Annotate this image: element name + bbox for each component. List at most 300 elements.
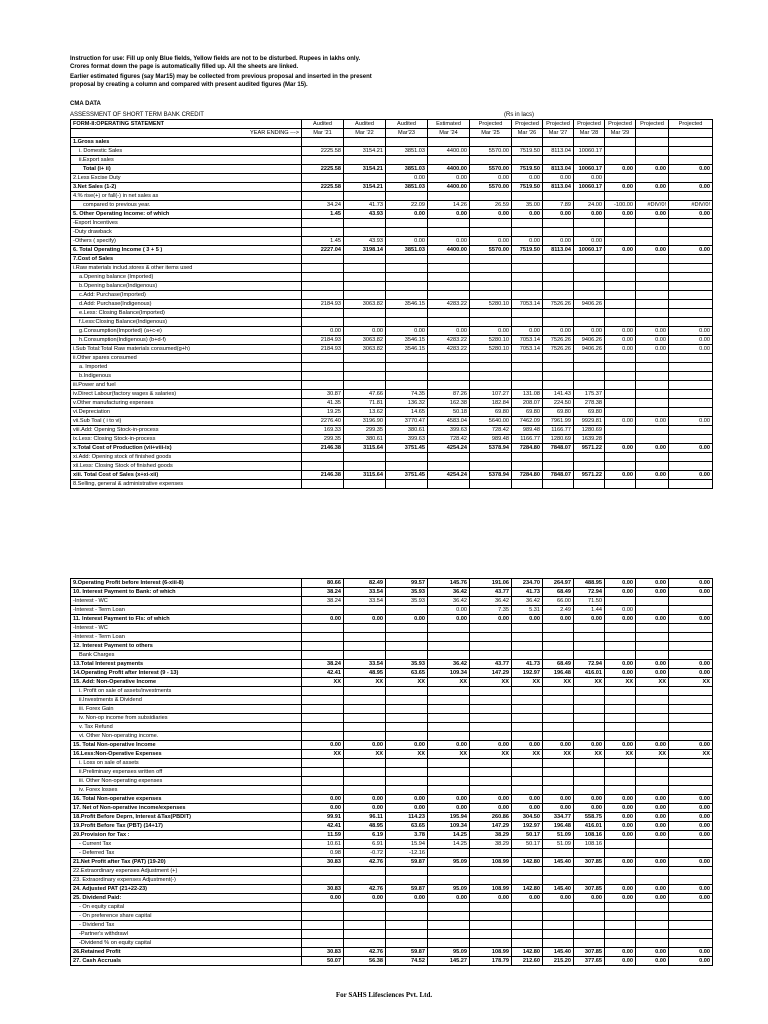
row-label: - Deferred Tax (71, 849, 302, 858)
value-cell (636, 435, 669, 444)
value-cell (543, 849, 574, 858)
row-label: ii.Investments & Dividend (71, 696, 302, 705)
value-cell (428, 867, 470, 876)
value-cell: 0.00 (512, 237, 543, 246)
table-row (71, 471, 713, 480)
value-cell (636, 903, 669, 912)
value-cell (636, 273, 669, 282)
value-cell: 3851.03 (386, 165, 428, 174)
value-cell (470, 462, 512, 471)
table-row (71, 705, 713, 714)
table-row (71, 318, 713, 327)
value-cell: 11.59 (302, 831, 344, 840)
value-cell (512, 723, 543, 732)
table-row (71, 930, 713, 939)
instruction-line: proposal by creating a column and compared with present audited figures (Mar 15). (70, 82, 308, 88)
value-cell: 334.77 (543, 813, 574, 822)
value-cell (605, 840, 636, 849)
value-cell (636, 714, 669, 723)
value-cell: 0.00 (470, 795, 512, 804)
value-cell: 0.00 (605, 795, 636, 804)
value-cell (512, 363, 543, 372)
value-cell: 59.87 (386, 948, 428, 957)
row-label: ii.Preliminary expenses written off (71, 768, 302, 777)
value-cell: 142.80 (512, 885, 543, 894)
value-cell: 10060.17 (574, 165, 605, 174)
value-cell (669, 705, 713, 714)
value-cell: 95.09 (428, 885, 470, 894)
value-cell: 9571.22 (574, 444, 605, 453)
cma-title: CMA DATA (70, 101, 101, 107)
value-cell: 74.35 (386, 390, 428, 399)
value-cell: 0.00 (470, 327, 512, 336)
value-cell: 145.40 (543, 948, 574, 957)
value-cell: XX (512, 750, 543, 759)
value-cell: 3546.15 (386, 336, 428, 345)
value-cell (574, 633, 605, 642)
value-cell (636, 462, 669, 471)
value-cell: 35.93 (386, 597, 428, 606)
value-cell: 107.27 (470, 390, 512, 399)
value-cell (428, 921, 470, 930)
value-cell: 3851.03 (386, 147, 428, 156)
value-cell: 0.00 (636, 831, 669, 840)
value-cell (344, 732, 386, 741)
value-cell: 0.00 (605, 246, 636, 255)
table-row (71, 399, 713, 408)
value-cell: 68.49 (543, 588, 574, 597)
value-cell: 7519.50 (512, 165, 543, 174)
row-label: b.Opening balance(Indigenous) (71, 282, 302, 291)
value-cell (543, 372, 574, 381)
value-cell: 41.73 (512, 660, 543, 669)
value-cell: 1166.77 (512, 435, 543, 444)
value-cell (605, 381, 636, 390)
value-cell (574, 255, 605, 264)
value-cell (344, 642, 386, 651)
value-cell: 264.97 (543, 579, 574, 588)
row-label: iii.Power and fuel (71, 381, 302, 390)
value-cell (543, 732, 574, 741)
value-cell: 0.00 (636, 813, 669, 822)
value-cell (636, 372, 669, 381)
column-type-header: Projected (605, 120, 636, 129)
value-cell (428, 138, 470, 147)
value-cell (605, 642, 636, 651)
value-cell (543, 642, 574, 651)
value-cell: 9406.26 (574, 336, 605, 345)
value-cell (543, 219, 574, 228)
table-row (71, 210, 713, 219)
value-cell (386, 624, 428, 633)
value-cell: 0.00 (574, 894, 605, 903)
value-cell: 1166.77 (543, 426, 574, 435)
value-cell (605, 849, 636, 858)
value-cell (302, 723, 344, 732)
column-period-header: Mar '27 (543, 129, 574, 138)
table-row (71, 804, 713, 813)
value-cell (574, 786, 605, 795)
value-cell (512, 381, 543, 390)
value-cell: 108.16 (574, 840, 605, 849)
value-cell: 0.00 (636, 741, 669, 750)
table-row (71, 957, 713, 966)
value-cell (636, 138, 669, 147)
value-cell (605, 255, 636, 264)
column-period-header: Mar '24 (428, 129, 470, 138)
table-row (71, 939, 713, 948)
value-cell (543, 696, 574, 705)
value-cell (470, 291, 512, 300)
value-cell: -12.16 (386, 849, 428, 858)
value-cell (470, 696, 512, 705)
value-cell (428, 642, 470, 651)
column-type-header: Estimated (428, 120, 470, 129)
value-cell: 3063.82 (344, 345, 386, 354)
value-cell: 0.00 (470, 741, 512, 750)
value-cell (470, 480, 512, 489)
value-cell (470, 786, 512, 795)
value-cell (302, 219, 344, 228)
value-cell: 380.61 (386, 426, 428, 435)
value-cell (428, 255, 470, 264)
row-label: 7.Cost of Sales (71, 255, 302, 264)
value-cell: 0.00 (605, 813, 636, 822)
value-cell (543, 912, 574, 921)
value-cell (636, 642, 669, 651)
value-cell: XX (605, 750, 636, 759)
value-cell (386, 282, 428, 291)
value-cell (574, 228, 605, 237)
value-cell (574, 372, 605, 381)
value-cell (470, 732, 512, 741)
value-cell: 0.00 (636, 165, 669, 174)
value-cell: 41.73 (512, 588, 543, 597)
value-cell: 0.00 (605, 336, 636, 345)
value-cell: 9929.81 (574, 417, 605, 426)
value-cell: 0.00 (512, 795, 543, 804)
value-cell: 0.00 (636, 660, 669, 669)
value-cell (344, 255, 386, 264)
value-cell: 2146.38 (302, 471, 344, 480)
value-cell (470, 939, 512, 948)
value-cell (636, 759, 669, 768)
value-cell (605, 435, 636, 444)
value-cell (386, 651, 428, 660)
value-cell: 5280.10 (470, 300, 512, 309)
value-cell (543, 687, 574, 696)
value-cell (428, 309, 470, 318)
value-cell: 131.08 (512, 390, 543, 399)
value-cell (636, 696, 669, 705)
value-cell: 0.00 (302, 894, 344, 903)
value-cell: 3546.15 (386, 300, 428, 309)
value-cell: 9406.26 (574, 300, 605, 309)
row-label: 23. Extraordinary expenses Adjustment(-) (71, 876, 302, 885)
value-cell: 0.00 (636, 345, 669, 354)
value-cell (512, 705, 543, 714)
value-cell (669, 255, 713, 264)
row-label: d.Add: Purchase(Indigenous) (71, 300, 302, 309)
value-cell (302, 606, 344, 615)
table-row (71, 147, 713, 156)
value-cell (428, 273, 470, 282)
value-cell: 192.97 (512, 822, 543, 831)
value-cell: 0.00 (605, 210, 636, 219)
value-cell (636, 867, 669, 876)
value-cell (669, 480, 713, 489)
value-cell: 1280.69 (574, 426, 605, 435)
value-cell: 0.00 (636, 579, 669, 588)
value-cell: 224.50 (543, 399, 574, 408)
value-cell (302, 768, 344, 777)
value-cell: 1639.28 (574, 435, 605, 444)
value-cell (512, 732, 543, 741)
value-cell: 0.00 (428, 174, 470, 183)
value-cell: 0.00 (428, 804, 470, 813)
value-cell (636, 921, 669, 930)
value-cell (543, 876, 574, 885)
value-cell (669, 903, 713, 912)
value-cell (636, 732, 669, 741)
value-cell: 0.00 (669, 336, 713, 345)
value-cell: 42.41 (302, 669, 344, 678)
value-cell: 108.99 (470, 948, 512, 957)
value-cell (669, 777, 713, 786)
value-cell (605, 651, 636, 660)
value-cell (344, 354, 386, 363)
value-cell (470, 372, 512, 381)
column-type-header: Projected (512, 120, 543, 129)
value-cell (636, 390, 669, 399)
row-label: 16.Less:Non-Operative Expenses (71, 750, 302, 759)
value-cell (543, 930, 574, 939)
value-cell (302, 156, 344, 165)
value-cell: 4254.24 (428, 444, 470, 453)
value-cell (386, 255, 428, 264)
table-row (71, 336, 713, 345)
row-label: -Interest - Term Loan (71, 606, 302, 615)
value-cell: 43.77 (470, 588, 512, 597)
value-cell (470, 363, 512, 372)
row-label: i.Raw materials includ.stores & other items used (71, 264, 302, 273)
value-cell (428, 462, 470, 471)
value-cell (636, 840, 669, 849)
value-cell (574, 723, 605, 732)
value-cell (344, 777, 386, 786)
value-cell (512, 921, 543, 930)
row-label: 25. Dividend Paid: (71, 894, 302, 903)
row-label: iv. Forex losses (71, 786, 302, 795)
value-cell: 2184.93 (302, 336, 344, 345)
table-row (71, 894, 713, 903)
value-cell (302, 867, 344, 876)
profit-statement-table (70, 578, 713, 966)
value-cell (344, 624, 386, 633)
value-cell (470, 930, 512, 939)
value-cell (386, 363, 428, 372)
value-cell: 5378.94 (470, 471, 512, 480)
column-type-header: Projected (636, 120, 669, 129)
value-cell: XX (636, 750, 669, 759)
table-row (71, 237, 713, 246)
value-cell: 42.76 (344, 885, 386, 894)
value-cell (669, 840, 713, 849)
table-row (71, 462, 713, 471)
value-cell: 51.09 (543, 831, 574, 840)
value-cell: 0.00 (574, 237, 605, 246)
value-cell: 0.00 (302, 804, 344, 813)
value-cell: 1.45 (302, 237, 344, 246)
value-cell: 50.17 (512, 840, 543, 849)
value-cell (470, 651, 512, 660)
value-cell: 0.00 (574, 174, 605, 183)
table-row (71, 183, 713, 192)
value-cell: 0.00 (605, 741, 636, 750)
value-cell (605, 786, 636, 795)
value-cell: 0.00 (636, 858, 669, 867)
value-cell (636, 786, 669, 795)
value-cell: 14.25 (428, 831, 470, 840)
value-cell: 0.00 (669, 831, 713, 840)
value-cell (512, 642, 543, 651)
table-row (71, 750, 713, 759)
value-cell: 43.77 (470, 660, 512, 669)
value-cell: 36.42 (428, 660, 470, 669)
value-cell (302, 372, 344, 381)
value-cell: 69.80 (543, 408, 574, 417)
value-cell: 3770.47 (386, 417, 428, 426)
table-row (71, 345, 713, 354)
value-cell: 0.00 (605, 615, 636, 624)
value-cell: 175.37 (574, 390, 605, 399)
value-cell: 0.00 (636, 822, 669, 831)
value-cell: 0.00 (605, 669, 636, 678)
value-cell (574, 291, 605, 300)
value-cell (669, 786, 713, 795)
value-cell (302, 264, 344, 273)
value-cell (636, 219, 669, 228)
value-cell (386, 705, 428, 714)
row-label: - On equity capital (71, 903, 302, 912)
value-cell (669, 237, 713, 246)
value-cell: 0.00 (636, 804, 669, 813)
value-cell: 30.87 (302, 390, 344, 399)
value-cell: 2227.04 (302, 246, 344, 255)
row-label: 10. Interest Payment to Bank: of which (71, 588, 302, 597)
value-cell: 108.99 (470, 885, 512, 894)
value-cell (669, 147, 713, 156)
value-cell: 7284.80 (512, 471, 543, 480)
value-cell (669, 912, 713, 921)
value-cell (605, 723, 636, 732)
value-cell (428, 903, 470, 912)
value-cell: 0.00 (512, 174, 543, 183)
value-cell (386, 138, 428, 147)
value-cell (669, 354, 713, 363)
value-cell (470, 723, 512, 732)
value-cell (636, 147, 669, 156)
value-cell (428, 228, 470, 237)
value-cell (605, 291, 636, 300)
row-label: 9.Operating Profit before Interest (6-xiii-8) (71, 579, 302, 588)
table-row (71, 651, 713, 660)
value-cell: 0.00 (302, 741, 344, 750)
operating-statement-table (70, 119, 713, 489)
value-cell: 0.00 (605, 165, 636, 174)
value-cell (386, 219, 428, 228)
value-cell: 3115.64 (344, 444, 386, 453)
value-cell: 2225.58 (302, 183, 344, 192)
value-cell (428, 768, 470, 777)
value-cell: 0.00 (605, 471, 636, 480)
value-cell (543, 453, 574, 462)
value-cell: 71.50 (574, 597, 605, 606)
value-cell: 22.09 (386, 201, 428, 210)
value-cell: 0.00 (512, 804, 543, 813)
value-cell: 212.60 (512, 957, 543, 966)
table-row (71, 201, 713, 210)
value-cell (605, 939, 636, 948)
value-cell (605, 192, 636, 201)
value-cell: 3851.03 (386, 246, 428, 255)
value-cell: 35.00 (512, 201, 543, 210)
value-cell (386, 786, 428, 795)
value-cell: 0.00 (386, 327, 428, 336)
value-cell: 0.00 (344, 795, 386, 804)
column-period-header: Mar '25 (470, 129, 512, 138)
value-cell (636, 408, 669, 417)
value-cell: 30.83 (302, 948, 344, 957)
table-row (71, 876, 713, 885)
value-cell: 14.26 (428, 201, 470, 210)
row-label: e.Less: Closing Balance(Imported) (71, 309, 302, 318)
table-row (71, 228, 713, 237)
value-cell (344, 939, 386, 948)
value-cell (669, 939, 713, 948)
value-cell: 87.26 (428, 390, 470, 399)
value-cell (302, 687, 344, 696)
value-cell (605, 867, 636, 876)
value-cell: 1280.69 (543, 435, 574, 444)
column-type-header: Audited (302, 120, 344, 129)
value-cell (636, 426, 669, 435)
value-cell (543, 318, 574, 327)
value-cell (636, 876, 669, 885)
value-cell (669, 921, 713, 930)
value-cell (543, 633, 574, 642)
value-cell: 42.76 (344, 948, 386, 957)
row-label: i. Loss on sale of assets (71, 759, 302, 768)
value-cell: 5570.00 (470, 147, 512, 156)
table-row (71, 372, 713, 381)
value-cell: 2276.40 (302, 417, 344, 426)
value-cell (344, 714, 386, 723)
value-cell: 80.66 (302, 579, 344, 588)
value-cell (605, 732, 636, 741)
value-cell: 48.95 (344, 669, 386, 678)
value-cell (386, 714, 428, 723)
row-label: iii. Other Non-operating expenses (71, 777, 302, 786)
value-cell (344, 903, 386, 912)
value-cell: 0.00 (386, 894, 428, 903)
row-label: 15. Add: Non-Operative Income (71, 678, 302, 687)
value-cell: 4583.04 (428, 417, 470, 426)
value-cell: 0.00 (605, 183, 636, 192)
row-label: v.Other manufacturing expenses (71, 399, 302, 408)
value-cell: 34.24 (302, 201, 344, 210)
value-cell: 0.00 (470, 210, 512, 219)
